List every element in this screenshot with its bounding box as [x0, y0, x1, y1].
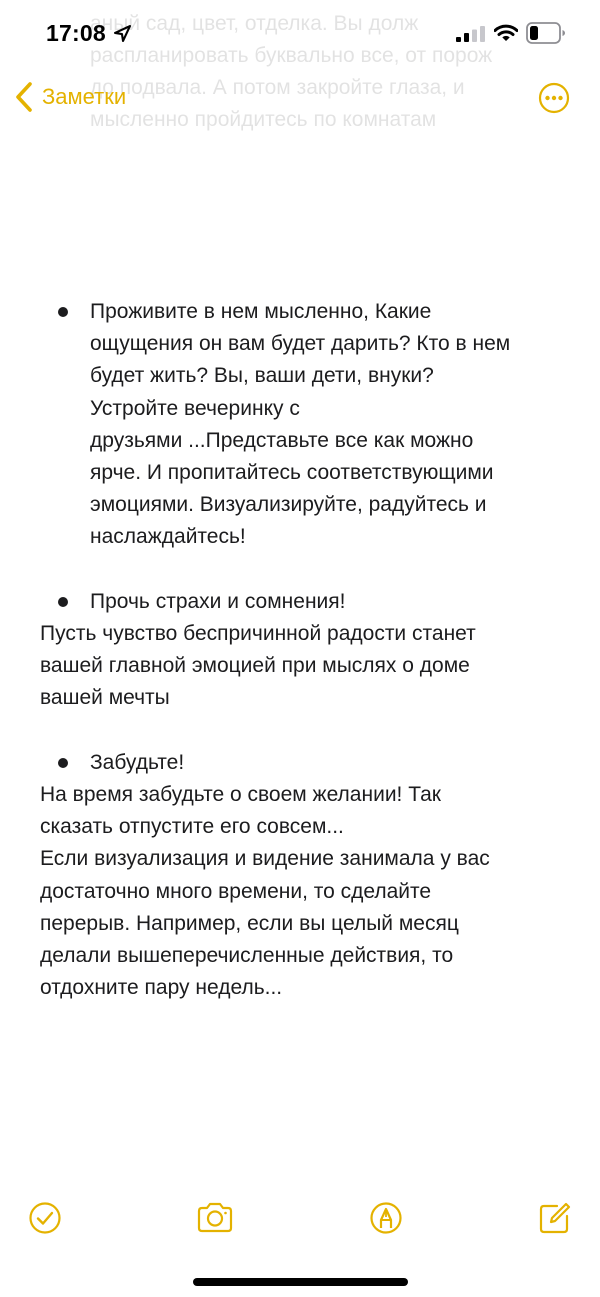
- spacer: [0, 554, 600, 586]
- home-indicator[interactable]: [193, 1278, 408, 1286]
- text-line: Пусть чувство беспричинной радости станет: [40, 622, 476, 646]
- back-button-label: Заметки: [42, 84, 127, 109]
- scrolled-note-line: распланировать буквально все, от порож: [90, 44, 493, 67]
- note-body[interactable]: [0, 296, 600, 1004]
- text-line: На время забудьте о своем желании! Так: [40, 783, 441, 807]
- spacer: [0, 715, 600, 747]
- text-line: делали вышеперечисленные действия, то: [40, 944, 454, 968]
- checklist-icon[interactable]: [25, 1198, 65, 1238]
- ellipsis-circle-icon[interactable]: [538, 82, 570, 114]
- list-item: [0, 586, 600, 618]
- navigation-bar: [0, 72, 600, 122]
- bullet-icon: [58, 307, 68, 317]
- location-arrow-icon: [114, 25, 131, 42]
- markup-pen-icon[interactable]: [366, 1198, 406, 1238]
- text-line: Устройте вечеринку с: [90, 396, 300, 420]
- text-line: наслаждайтесь!: [90, 525, 246, 549]
- bottom-toolbar: [0, 1198, 600, 1242]
- text-line: Забудьте!: [90, 750, 185, 774]
- chevron-left-icon: [14, 81, 34, 113]
- text-line: ощущения он вам будет дарить? Кто в нем: [90, 332, 511, 356]
- text-line: вашей мечты: [40, 686, 170, 710]
- status-time: 17:08: [46, 20, 106, 46]
- cellular-signal-icon: [456, 26, 486, 42]
- list-item: [0, 747, 600, 779]
- scrolled-note-line: до подвала. А потом закройте глаза, и: [90, 76, 465, 99]
- battery-icon: [526, 22, 566, 44]
- text-line: Если визуализация и видение занимала у вас: [40, 847, 490, 871]
- camera-icon[interactable]: [195, 1198, 235, 1238]
- text-line: друзьями ...Представьте все как можно: [90, 428, 474, 452]
- text-line: эмоциями. Визуализируйте, радуйтесь и: [90, 493, 487, 517]
- bullet-icon: [58, 758, 68, 768]
- wifi-icon: [494, 24, 518, 42]
- scrolled-note-line: мысленно пройдитесь по комнатам: [90, 108, 437, 131]
- text-line: сказать отпустите его совсем...: [40, 815, 344, 839]
- text-line: будет жить? Вы, ваши дети, внуки?: [90, 364, 434, 388]
- compose-icon[interactable]: [535, 1198, 575, 1238]
- text-line: ярче. И пропитайтесь соответствующими: [90, 461, 494, 485]
- text-line: отдохните пару недель...: [40, 976, 283, 1000]
- text-line: Прочь страхи и сомнения!: [90, 589, 346, 613]
- back-button[interactable]: [14, 78, 126, 116]
- status-bar: [0, 0, 600, 66]
- list-item: [0, 296, 600, 554]
- text-line: вашей главной эмоцией при мыслях о доме: [40, 654, 470, 678]
- text-line: достаточно много времени, то сделайте: [40, 879, 432, 903]
- text-line: Проживите в нем мысленно, Какие: [90, 300, 432, 323]
- bullet-icon: [58, 597, 68, 607]
- scrolled-note-line: аный сад, цвет, отделка. Вы долж: [90, 12, 419, 35]
- text-line: перерыв. Например, если вы целый месяц: [40, 911, 459, 935]
